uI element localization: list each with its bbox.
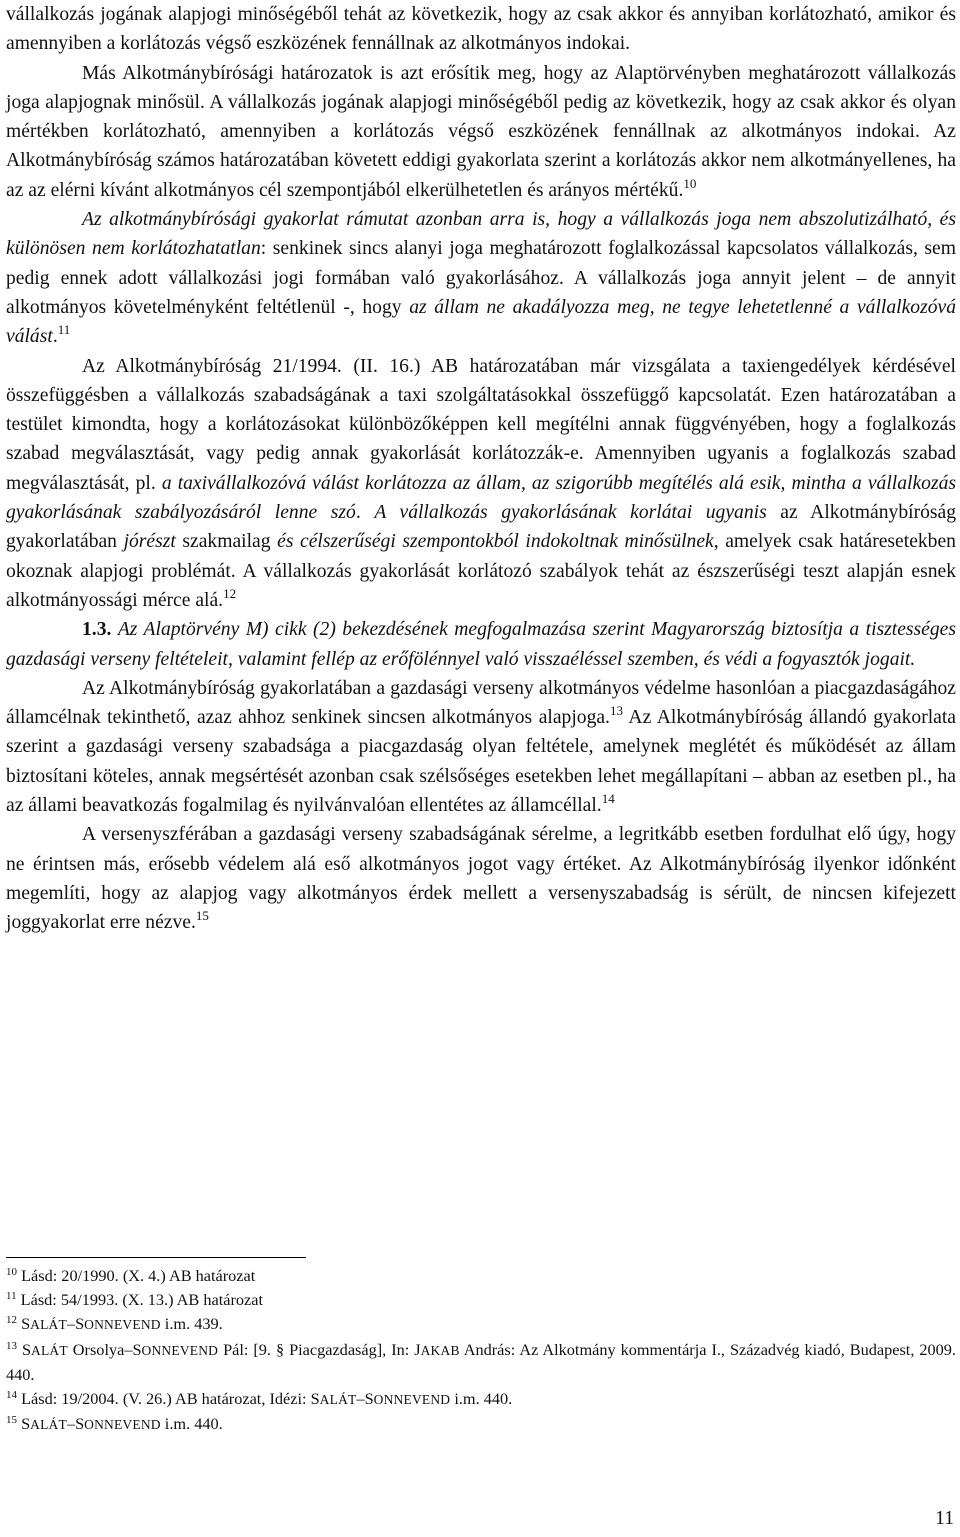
footnote bbox=[6, 1312, 956, 1337]
text-run: szakmailag bbox=[175, 531, 278, 553]
footnotes bbox=[6, 1264, 956, 1437]
footnote-ref: 13 bbox=[609, 703, 623, 719]
paragraph bbox=[6, 205, 956, 351]
footnote-ref: 12 bbox=[6, 1314, 17, 1327]
text-run: S bbox=[21, 1339, 32, 1359]
body-text bbox=[6, 0, 956, 938]
small-caps-text: ALÁT bbox=[319, 1392, 357, 1408]
footnote-separator bbox=[6, 1257, 306, 1258]
paragraph bbox=[6, 352, 956, 616]
small-caps-text: ALÁT bbox=[30, 1417, 67, 1433]
text-run: Lásd: 19/2004. (V. 26.) AB határozat, Idézi: S bbox=[17, 1389, 320, 1409]
text-run: . bbox=[52, 326, 58, 348]
small-caps-text: ONNEVEND bbox=[84, 1417, 161, 1433]
italic-text: és célszerűségi szempontokból indokoltnak minősülnek bbox=[277, 531, 714, 553]
text-run: Az Alkotmánybíróság 21/1994. (II. 16.) AB határozatában már vizsgálata a taxiengedélyek kérdésével összefüggésben a vállalkozás szabadságának a taxi szolgáltatásokkal összefüggő kapcsolatát. Ezen határozatában a testület kimondta, hogy a korlátozásokat különbözőképpen kell megítélni annak függvényében, hogy a foglalkozás szabad megválasztását, vagy pedig annak gyakorlását korlátozzák-e. Amennyiben ugyanis a foglalkozás szabad megválasztását, pl. bbox=[6, 355, 956, 494]
text-run: András: Az Alkotmány kommentárja I., Századvég kiadó, Budapest, 2009. 440. bbox=[6, 1339, 956, 1384]
small-caps-text: ALÁT bbox=[30, 1317, 67, 1333]
small-caps-text: AKAB bbox=[420, 1342, 460, 1358]
paragraph bbox=[6, 674, 956, 820]
italic-text: a taxivállalkozóvá válást korlátozza az állam, az szigorúbb megítélés alá esik, mintha a vállalkozás gyakorlásának szabályozásáról lenne szó bbox=[6, 472, 957, 524]
paragraph bbox=[6, 59, 956, 205]
text-run: i.m. 440. bbox=[450, 1389, 513, 1409]
text-run: –S bbox=[66, 1314, 85, 1334]
text-run: –S bbox=[356, 1389, 374, 1409]
text-run: Lásd: 20/1990. (X. 4.) AB határozat bbox=[17, 1266, 256, 1285]
text-run: Más Alkotmánybírósági határozatok is azt erősítik meg, hogy az Alaptörvényben meghatározott vállalkozás joga alapjognak minősül. A vállalkozás jogának alapjogi minőségéből pedig az következik, hogy az csak akkor és olyan mértékben korlátozható, amennyiben a korlátozás végső eszközének fennállnak az alkotmányos indokai. Az Alkotmánybíróság számos határozatában követett eddigi gyakorlata szerint a korlátozás akkor nem alkotmányellenes, ha az az elérni kívánt alkotmányos cél szempontjából elkerülhetetlen és arányos mértékű. bbox=[6, 62, 956, 201]
text-run: Pál: [9. § Piacgazdaság], In: J bbox=[218, 1339, 421, 1359]
text-run: S bbox=[21, 1314, 31, 1334]
italic-text: A vállalkozás gyakorlásának korlátai ugyanis bbox=[374, 502, 767, 524]
text-run: Lásd: 54/1993. (X. 13.) AB határozat bbox=[16, 1290, 264, 1310]
text-run: S bbox=[21, 1414, 31, 1434]
text-run: i.m. 439. bbox=[160, 1314, 223, 1334]
text-run: i.m. 440. bbox=[160, 1414, 223, 1434]
footnote bbox=[6, 1264, 956, 1288]
page-number: 11 bbox=[935, 1508, 954, 1529]
text-run: vállalkozás jogának alapjogi minőségéből tehát az következik, hogy az csak akkor és annyiban korlátozható, amikor és amennyiben a korlátozás végső eszközének fennállnak az alkotmányos indokai. bbox=[6, 4, 956, 55]
text-run: Orsolya–S bbox=[67, 1339, 142, 1359]
footnote-ref: 13 bbox=[6, 1339, 17, 1352]
text-run: : senkinek sincs alanyi joga meghatározott foglalkozással kapcsolatos vállalkozás, sem pedig ennek adott vállalkozási jogi formában való gyakorlásához. A vállalkozás joga annyit jelent – de annyit alkotmányos követelményként feltétlenül -, hogy bbox=[6, 238, 956, 318]
small-caps-text: ONNEVEND bbox=[373, 1392, 451, 1408]
paragraph bbox=[6, 615, 956, 674]
italic-text: Az Alaptörvény M) cikk (2) bekezdésének megfogalmazása szerint Magyarország biztosítja a tisztességes gazdasági verseny feltételeit, valamint fellép az erőfölénnyel való visszaéléssel szemben, és védi a fogyasztók jogait. bbox=[6, 619, 956, 670]
document-page bbox=[6, 0, 957, 1434]
footnote-ref: 12 bbox=[223, 585, 237, 601]
text-run: . bbox=[355, 502, 375, 524]
small-caps-text: ONNEVEND bbox=[84, 1317, 161, 1333]
footnote-ref: 14 bbox=[601, 791, 615, 807]
footnote-ref: 15 bbox=[6, 1414, 17, 1427]
paragraph bbox=[6, 0, 956, 59]
section-number: 1.3. bbox=[82, 619, 112, 641]
footnote bbox=[6, 1387, 956, 1412]
text-run: A versenyszférában a gazdasági verseny szabadságának sérelme, a legritkább esetben fordulhat elő úgy, hogy ne érintsen más, erősebb védelem alá eső alkotmányos jogot vagy értéket. Az Alkotmánybíróság ilyenkor időnként megemlíti, hogy az alapjog vagy alkotmányos érdek mellett a versenyszabadság is sérült, de nincsen kifejezett joggyakorlat erre nézve. bbox=[6, 824, 956, 934]
italic-text: Az alkotmánybírósági gyakorlat rámutat azonban arra is, hogy a vállalkozás joga nem abszolutizálható, és különösen nem korlátozhatatlan bbox=[6, 209, 956, 260]
text-run: –S bbox=[66, 1414, 85, 1434]
footnote-ref: 15 bbox=[195, 908, 209, 924]
footnote-ref: 14 bbox=[6, 1389, 17, 1402]
text-run: Az Alkotmánybíróság állandó gyakorlata szerint a gazdasági verseny szabadsága a piacgazdaság olyan feltétele, amelynek meglétét és működését az állam biztosítani köteles, annak megsértését azonban csak szélsőséges esetekben lehet megállapítani – abban az esetben pl., ha az állami beavatkozás fogalmilag és nyilvánvalóan ellentétes az államcéllal. bbox=[6, 707, 957, 817]
footnote-ref: 11 bbox=[57, 322, 71, 338]
footnote-ref: 10 bbox=[6, 1266, 17, 1278]
italic-text: az állam ne akadályozza meg, ne tegye lehetetlenné a vállalkozóvá válást bbox=[6, 296, 956, 348]
italic-text: jórészt bbox=[123, 531, 176, 553]
text-run: az Alkotmánybíróság gyakorlatában bbox=[6, 502, 957, 553]
paragraph bbox=[6, 820, 956, 937]
footnote bbox=[6, 1288, 956, 1312]
footnote-ref: 10 bbox=[683, 175, 697, 191]
text-run: Az Alkotmánybíróság gyakorlatában a gazdasági verseny alkotmányos védelme hasonlóan a piacgazdaságához államcélnak tekinthető, azaz ahhoz senkinek sincsen alkotmányos alapjoga. bbox=[6, 677, 956, 729]
footnote bbox=[6, 1338, 956, 1387]
text-run: , amelyek csak határesetekben okoznak alapjogi problémát. A vállalkozás gyakorlását korlátozó szabályok tehát az észszerűségi teszt alapján esnek alkotmányossági mérce alá. bbox=[6, 531, 956, 611]
small-caps-text: ONNEVEND bbox=[141, 1342, 219, 1358]
footnote bbox=[6, 1412, 956, 1437]
small-caps-text: ALÁT bbox=[31, 1342, 68, 1358]
footnote-ref: 11 bbox=[6, 1290, 17, 1303]
